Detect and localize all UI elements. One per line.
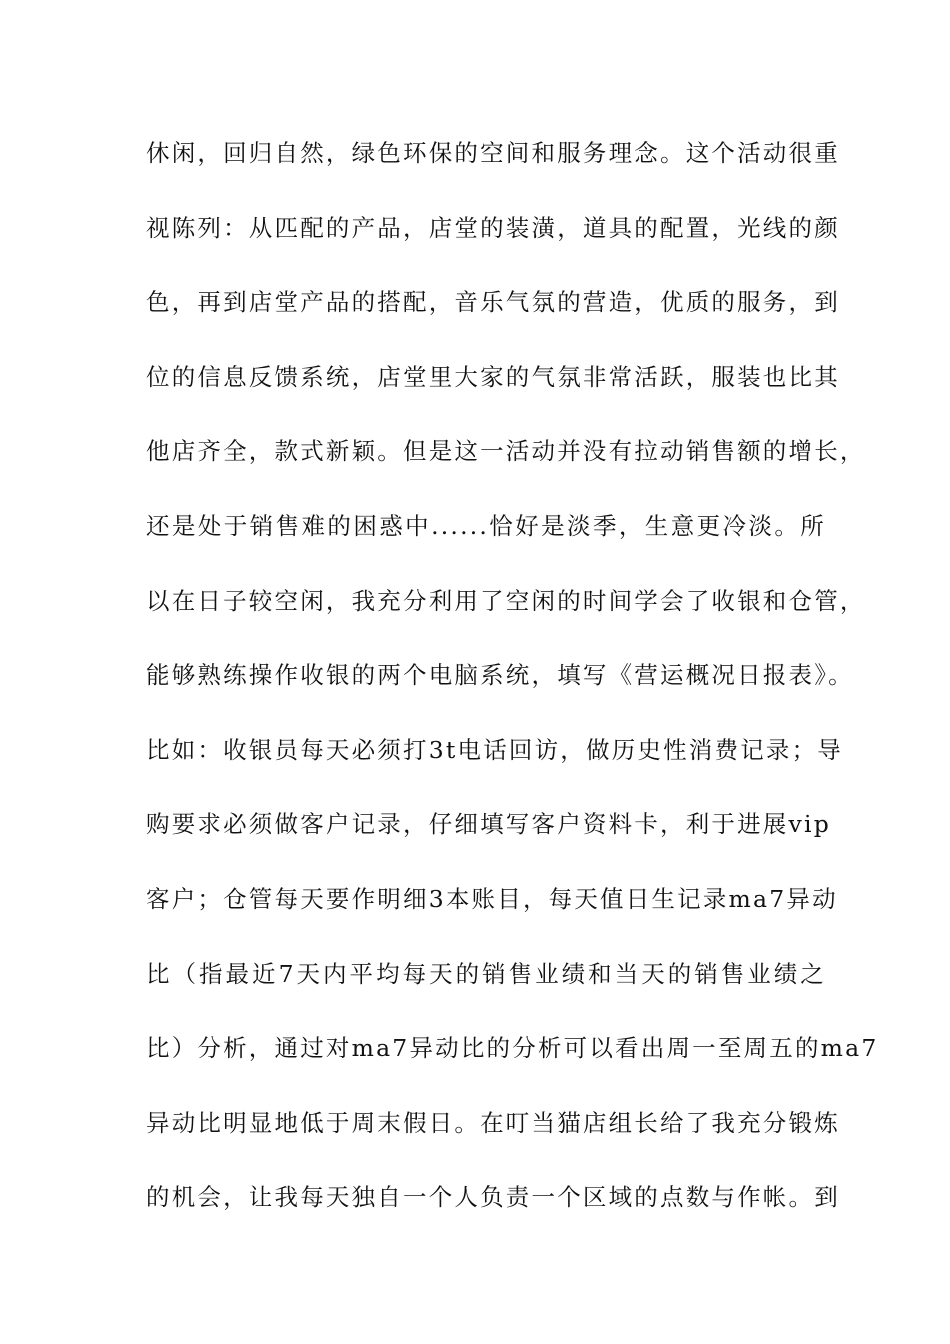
text-line-7: 以在日子较空闲，我充分利用了空闲的时间学会了收银和仓管， (146, 586, 866, 615)
text-line-10: 购要求必须做客户记录，仔细填写客户资料卡，利于进展vip (146, 810, 831, 839)
text-line-9: 比如：收银员每天必须打3t电话回访，做历史性消费记录；导 (146, 735, 843, 764)
text-line-4: 位的信息反馈系统，店堂里大家的气氛非常活跃，服装也比其 (146, 362, 840, 391)
text-line-14: 异动比明显地低于周末假日。在叮当猫店组长给了我充分锻炼 (146, 1108, 840, 1137)
text-line-1: 休闲，回归自然，绿色环保的空间和服务理念。这个活动很重 (146, 139, 840, 167)
text-line-12: 比（指最近7天内平均每天的销售业绩和当天的销售业绩之 (146, 959, 826, 988)
text-line-8: 能够熟练操作收银的两个电脑系统，填写《营运概况日报表》。 (146, 661, 854, 690)
text-line-3: 色，再到店堂产品的搭配，音乐气氛的营造，优质的服务，到 (146, 288, 840, 317)
text-line-2: 视陈列：从匹配的产品，店堂的装潢，道具的配置，光线的颜 (146, 213, 840, 242)
text-line-11: 客户；仓管每天要作明细3本账目，每天值日生记录ma7异动 (146, 884, 838, 913)
text-line-5: 他店齐全，款式新颖。但是这一活动并没有拉动销售额的增长， (146, 437, 866, 466)
text-line-13: 比）分析，通过对ma7异动比的分析可以看出周一至周五的ma7 (146, 1034, 879, 1063)
text-line-15: 的机会，让我每天独自一个人负责一个区域的点数与作帐。到 (146, 1183, 840, 1212)
document-body-text (146, 131, 879, 1250)
text-line-6: 还是处于销售难的困惑中......恰好是淡季，生意更冷淡。所 (146, 511, 826, 540)
